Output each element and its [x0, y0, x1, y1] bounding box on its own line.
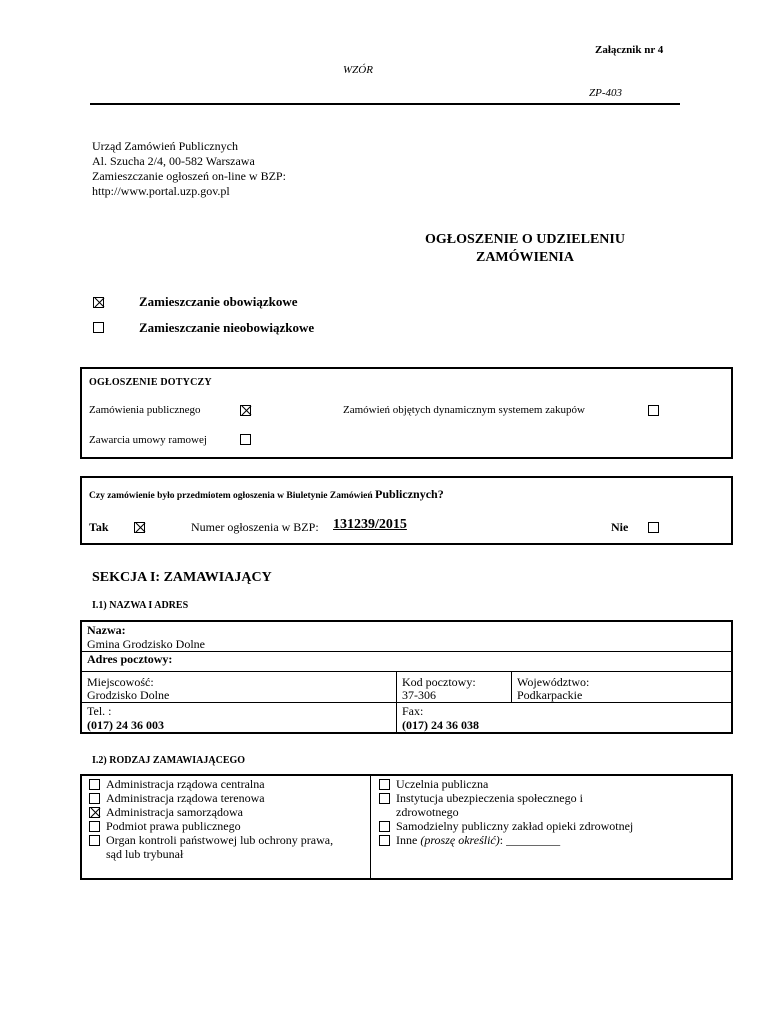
fax-label: Fax:: [402, 704, 424, 718]
table-divider: [511, 671, 512, 702]
table-divider: [81, 671, 732, 672]
uzp-address: [92, 139, 286, 199]
bzp-number-label: Numer ogłoszenia w BZP:: [191, 520, 319, 534]
address-line: Urząd Zamówień Publicznych: [92, 139, 238, 153]
concerns-heading: OGŁOSZENIE DOTYCZY: [89, 377, 212, 388]
option-label: Organ kontroli państwowej lub ochrony prawa,: [106, 833, 334, 847]
dynamic-system-checkbox[interactable]: [648, 405, 659, 416]
optional-label: Zamieszczanie nieobowiązkowe: [139, 320, 315, 335]
public-order-label: Zamówienia publicznego: [89, 404, 201, 416]
tel-label: Tel. :: [87, 704, 112, 718]
no-checkbox[interactable]: [648, 522, 659, 533]
zip-label: Kod pocztowy:: [402, 675, 476, 689]
table-divider: [370, 775, 371, 879]
bulletin-question: [89, 487, 444, 502]
header-rule: [90, 103, 680, 105]
option-checkbox[interactable]: [379, 821, 390, 832]
option-label-continued: sąd lub trybunał: [106, 847, 184, 861]
table-divider: [81, 651, 732, 652]
mandatory-checkbox[interactable]: [93, 297, 104, 308]
option-checkbox[interactable]: [89, 793, 100, 804]
option-checkbox[interactable]: [379, 779, 390, 790]
option-label: Administracja rządowa terenowa: [106, 791, 265, 805]
address-line: Al. Szucha 2/4, 00-582 Warszawa: [92, 154, 255, 168]
attachment-number: Załącznik nr 4: [595, 44, 664, 56]
option-label: Administracja rządowa centralna: [106, 777, 265, 791]
bulletin-question-text: Czy zamówienie było przedmiotem ogłoszenia w Biuletynie Zamówień: [89, 491, 373, 501]
city-label: Miejscowość:: [87, 675, 154, 689]
option-checkbox[interactable]: [379, 793, 390, 804]
region-label: Województwo:: [517, 675, 590, 689]
section-title: SEKCJA I: ZAMAWIAJĄCY: [92, 570, 272, 585]
title-line-1: OGŁOSZENIE O UDZIELENIU: [425, 232, 625, 247]
framework-label: Zawarcia umowy ramowej: [89, 434, 207, 446]
option-label: Podmiot prawa publicznego: [106, 819, 241, 833]
public-order-checkbox[interactable]: [240, 405, 251, 416]
other-label: Inne: [396, 833, 418, 847]
title-line-2: ZAMÓWIENIA: [475, 250, 574, 265]
address-line: Zamieszczanie ogłoszeń on-line w BZP:: [92, 169, 286, 183]
yes-label: Tak: [89, 520, 109, 534]
subsection-name-address: I.1) NAZWA I ADRES: [92, 600, 189, 611]
form-code: ZP-403: [589, 87, 622, 99]
name-value: Gmina Grodzisko Dolne: [87, 637, 205, 651]
option-checkbox[interactable]: [89, 807, 100, 818]
table-divider: [81, 702, 732, 703]
option-label: Administracja samorządowa: [106, 805, 243, 819]
fax-value: (017) 24 36 038: [402, 718, 479, 732]
option-checkbox[interactable]: [89, 779, 100, 790]
address-link[interactable]: http://www.portal.uzp.gov.pl: [92, 184, 230, 198]
dynamic-system-label: Zamówień objętych dynamicznym systemem zakupów: [343, 404, 585, 416]
yes-checkbox[interactable]: [134, 522, 145, 533]
option-label: [396, 833, 560, 848]
postal-label: Adres pocztowy:: [87, 652, 173, 666]
other-blank[interactable]: : _________: [499, 833, 561, 847]
zip-value: 37-306: [402, 688, 436, 702]
no-label: Nie: [611, 520, 629, 534]
option-checkbox[interactable]: [89, 835, 100, 846]
mandatory-label: Zamieszczanie obowiązkowe: [139, 294, 298, 309]
option-label: Instytucja ubezpieczenia społecznego i: [396, 791, 583, 805]
option-checkbox[interactable]: [89, 821, 100, 832]
document-title: [380, 231, 670, 267]
option-checkbox[interactable]: [379, 835, 390, 846]
option-label: Samodzielny publiczny zakład opieki zdrowotnej: [396, 819, 634, 833]
option-label-continued: zdrowotnego: [396, 805, 459, 819]
region-value: Podkarpackie: [517, 688, 583, 702]
tel-value: (017) 24 36 003: [87, 718, 164, 732]
template-label: WZÓR: [343, 64, 373, 76]
optional-checkbox[interactable]: [93, 322, 104, 333]
bulletin-question-tail: Publicznych?: [375, 487, 444, 501]
bzp-number: 131239/2015: [333, 517, 407, 532]
subsection-authority-type: I.2) RODZAJ ZAMAWIAJĄCEGO: [92, 755, 246, 766]
name-label: Nazwa:: [87, 623, 126, 637]
city-value: Grodzisko Dolne: [87, 688, 170, 702]
option-label: Uczelnia publiczna: [396, 777, 489, 791]
framework-checkbox[interactable]: [240, 434, 251, 445]
other-hint: (proszę określić): [420, 833, 500, 847]
